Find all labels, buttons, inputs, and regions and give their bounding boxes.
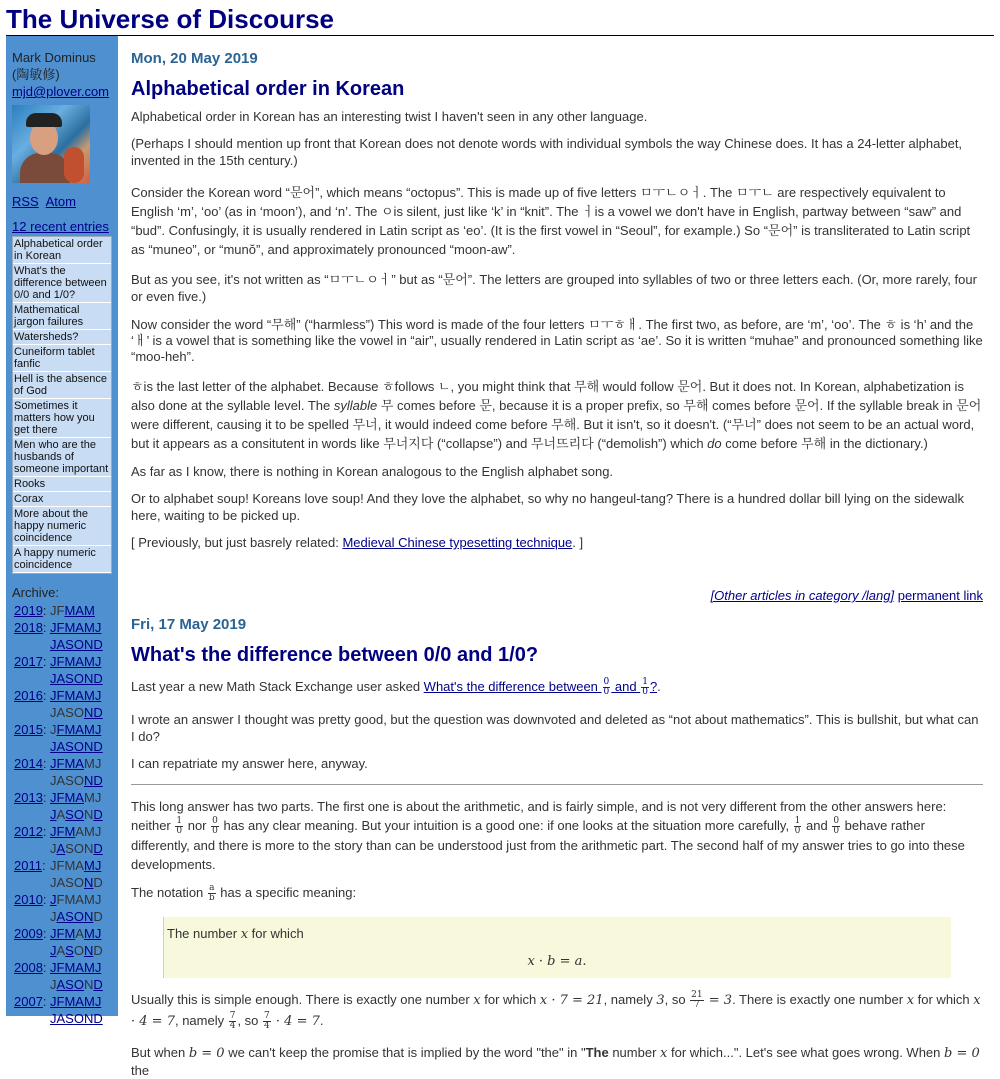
archive-heading: Archive:	[12, 585, 59, 600]
archive-year-link[interactable]: 2016	[14, 688, 43, 703]
recent-entry-link[interactable]: A happy numeric coincidence	[13, 546, 111, 573]
archive-month-label: A	[75, 824, 84, 839]
archive-month-label: A	[56, 705, 66, 720]
archive-month-link[interactable]: A	[56, 671, 66, 686]
archive-month-link[interactable]: J	[94, 654, 102, 669]
archive-month-link[interactable]: M	[83, 654, 95, 669]
recent-entry-link[interactable]: Hell is the absence of God	[13, 372, 111, 399]
paragraph: This long answer has two parts. The first one is about the arithmetic, and is fairly simple, and is not very different from the other answers here: neither $\frac{1}{0}$ nor $\frac{0}{0}$ has any clear meaning. But your intuition is a good one: if one looks at the situation more carefully, $\frac{1}{0}$ and $\frac{0}{0}$ behave rather differently, and there is more to the story than can be understood just from the arithmetic part. The second half of my answer tries to go into these developments.	[131, 799, 965, 873]
definition-box: The number x for which x · b = a.	[163, 917, 951, 978]
archive-month-link[interactable]: D	[93, 773, 103, 788]
archive-row: 2010: JFMAMJ	[14, 892, 102, 907]
archive-row: 2012: JFMAMJ	[14, 824, 102, 839]
archive-month-link[interactable]: N	[83, 671, 94, 686]
recent-entry-link[interactable]: What's the difference between 0/0 and 1/0?	[13, 264, 111, 303]
recent-entry-link[interactable]: Sometimes it matters how you get there	[13, 399, 111, 438]
archive-month-link[interactable]: J	[94, 926, 102, 941]
archive-month-label: A	[56, 875, 66, 890]
archive-month-link[interactable]: A	[56, 841, 66, 856]
archive-month-label: M	[83, 756, 95, 771]
archive-month-link[interactable]: J	[94, 994, 102, 1009]
archive-month-link[interactable]: J	[50, 926, 57, 941]
post-title: Alphabetical order in Korean	[131, 78, 405, 100]
archive-month-label: O	[73, 875, 84, 890]
archive-month-link[interactable]: A	[56, 909, 66, 924]
archive-row	[12, 738, 112, 755]
archive-month-label: A	[75, 858, 84, 873]
archive-month-label: D	[93, 909, 103, 924]
recent-entry-link[interactable]: Men who are the husbands of someone important	[13, 438, 111, 477]
archive-month-link[interactable]: A	[75, 790, 84, 805]
archive-month-link[interactable]: S	[65, 739, 74, 754]
archive-year-link[interactable]: 2009	[14, 926, 43, 941]
archive-month-link[interactable]: F	[56, 926, 65, 941]
archive-month-link[interactable]: M	[64, 756, 76, 771]
archive-month-link[interactable]: F	[56, 994, 65, 1009]
author-email-link[interactable]: mjd@plover.com	[12, 84, 110, 99]
archive-month-link[interactable]: S	[65, 1011, 74, 1026]
archive-year-link[interactable]: 2007	[14, 994, 43, 1009]
archive-row	[12, 840, 112, 857]
archive-month-link[interactable]: A	[75, 994, 84, 1009]
archive-row: 2018: JFMAMJ	[14, 620, 102, 635]
archive-month-label: M	[64, 892, 76, 907]
archive-month-link[interactable]: N	[83, 739, 94, 754]
archive-month-label: N	[83, 807, 94, 822]
site-title[interactable]: The Universe of Discourse	[6, 4, 334, 34]
post-date: Mon, 20 May 2019	[131, 50, 258, 67]
author-cjk-name: (陶敏修)	[12, 67, 60, 82]
archive-month-link[interactable]: J	[50, 654, 57, 669]
archive-month-link[interactable]: A	[56, 1011, 66, 1026]
post-title: What's the difference between 0/0 and 1/0?	[131, 644, 539, 666]
archive-row	[12, 670, 112, 687]
archive-month-link[interactable]: S	[65, 977, 74, 992]
recent-entry-link[interactable]: Mathematical jargon failures	[13, 303, 111, 330]
archive-year-link[interactable]: 2013	[14, 790, 43, 805]
archive-month-link[interactable]: M	[83, 926, 95, 941]
post-date: Fri, 17 May 2019	[131, 616, 247, 633]
archive-month-label: J	[50, 705, 57, 720]
author-photo	[12, 105, 90, 183]
archive-month-link[interactable]: N	[83, 909, 94, 924]
archive-month-link[interactable]: M	[83, 688, 95, 703]
archive-month-link[interactable]: A	[75, 722, 84, 737]
archive-month-link[interactable]: M	[64, 994, 76, 1009]
archive-month-label: N	[83, 841, 94, 856]
archive-month-link[interactable]: D	[93, 705, 103, 720]
archive-month-link[interactable]: D	[93, 841, 103, 856]
atom-link[interactable]: Atom	[45, 194, 76, 209]
archive-month-label: D	[93, 875, 103, 890]
archive-month-link[interactable]: J	[50, 994, 57, 1009]
paragraph: But as you see, it's not written as “ㅁㅜㄴㅇㅓ” but as “문어”. The letters are grouped into syllables of two or three letters each. (Or, more rarely, four or even five.)	[131, 272, 977, 304]
archive-month-link[interactable]: J	[50, 688, 57, 703]
archive-year-link[interactable]: 2017	[14, 654, 43, 669]
archive-month-link[interactable]: D	[93, 671, 103, 686]
archive-month-label: S	[65, 705, 74, 720]
paragraph: Consider the Korean word “문어”, which means “octopus”. This is made up of five letters ㅁㅜㄴㅇㅓ. The ㅁㅜㄴ are respectively equivalent to English ‘m’, ‘oo’ (as in ‘moon’), and ‘n’. The ㅇis silent, just like ‘k’ in “knit”. The ㅓis a vowel we don't have in English, partway between “saw” and “bud”. Confusingly, it is usually rendered in Latin script as ‘eo’. (It is the first vowel in “Seoul”, for example.) So “문어” is transliterated to Latin script as “muneo”, or “munŏ”, and approximately pronounced “moon-aw”.	[131, 185, 971, 257]
archive-month-link[interactable]: N	[83, 773, 94, 788]
archive-month-link[interactable]: F	[56, 722, 65, 737]
archive-month-link[interactable]: S	[65, 637, 74, 652]
recent-entry-link[interactable]: Watersheds?	[13, 330, 111, 345]
archive-month-label: S	[65, 773, 74, 788]
archive-row	[12, 636, 112, 653]
archive-year-link[interactable]: 2019	[14, 603, 43, 618]
archive-row	[12, 942, 112, 959]
main-content	[131, 36, 983, 1079]
archive-row: 2019: JFMAM	[14, 603, 95, 618]
archive-month-link[interactable]: F	[56, 756, 65, 771]
archive-month-label: J	[94, 824, 102, 839]
archive-month-link[interactable]: D	[93, 739, 103, 754]
archive-row: 2009: JFMAMJ	[14, 926, 102, 941]
archive-month-link[interactable]: N	[83, 875, 94, 890]
paragraph: Alphabetical order in Korean has an interesting twist I haven't seen in any other language.	[131, 109, 648, 124]
archive-month-link[interactable]: A	[56, 637, 66, 652]
archive-month-label: O	[73, 773, 84, 788]
archive-month-label: O	[73, 841, 84, 856]
paragraph: (Perhaps I should mention up front that Korean does not denote words with individual symbols the way Chinese does. It has a 24-letter alphabet, invented in the 15th century.)	[131, 136, 963, 168]
archive-month-label: A	[75, 892, 84, 907]
archive-month-link[interactable]: O	[73, 807, 84, 822]
archive-month-link[interactable]: N	[83, 1011, 94, 1026]
archive-month-link[interactable]: M	[64, 790, 76, 805]
archive-row: 2015: JFMAMJ	[14, 722, 102, 737]
author-info	[12, 49, 112, 100]
archive-month-label: J	[50, 858, 57, 873]
archive-month-link[interactable]: M	[64, 960, 76, 975]
archive-month-label: J	[50, 773, 57, 788]
archive-month-link[interactable]: M	[64, 926, 76, 941]
archive-row	[12, 874, 112, 891]
archive-month-link[interactable]: J	[50, 960, 57, 975]
archive-row: 2016: JFMAMJ	[14, 688, 102, 703]
archive-month-label: J	[94, 790, 102, 805]
archive-row: 2017: JFMAMJ	[14, 654, 102, 669]
archive-month-link[interactable]: O	[73, 1011, 84, 1026]
archive-month-link[interactable]: O	[73, 977, 84, 992]
archive-month-label: F	[56, 858, 65, 873]
archive-year-link[interactable]: 2012	[14, 824, 43, 839]
archive-month-label: F	[56, 892, 65, 907]
related-post-link[interactable]: Medieval Chinese typesetting technique	[342, 535, 573, 550]
archive-month-link[interactable]: J	[50, 892, 57, 907]
archive-year-link[interactable]: 2018	[14, 620, 43, 635]
archive-month-link[interactable]: S	[65, 807, 74, 822]
paragraph: Or to alphabet soup! Koreans love soup! And they love the alphabet, so why no hangeul-tang? There is a hundred dollar bill lying on the sidewalk here, waiting to be picked up.	[131, 491, 965, 523]
paragraph: I wrote an answer I thought was pretty good, but the question was downvoted and deleted as “not about mathematics”. This is bullshit, but what can I do?	[131, 712, 979, 745]
archive-month-link[interactable]: O	[73, 909, 84, 924]
archive-month-label: S	[65, 841, 74, 856]
archive-row: 2011: JFMAMJ	[14, 858, 102, 873]
feed-links	[12, 194, 112, 209]
archive-month-label: M	[83, 824, 95, 839]
archive-month-link[interactable]: M	[64, 654, 76, 669]
archive-month-link[interactable]: N	[83, 637, 94, 652]
archive-month-label: O	[73, 943, 84, 958]
archive-month-link[interactable]: F	[56, 688, 65, 703]
archive-row	[12, 1010, 112, 1027]
paragraph: Now consider the word “무해” (“harmless”) This word is made of the four letters ㅁㅜㅎㅐ. The first two, as before, are ‘m’, ‘oo’. The ㅎ is ‘h’ and the ‘ㅐ’ is a vowel that is something like the vowel in “air”, usually rendered in Latin script as ‘ae’. So it is written “muhae” and pronounced something like “moo-heh”.	[131, 317, 983, 364]
archive-month-label: M	[83, 790, 95, 805]
archive-year-link[interactable]: 2008	[14, 960, 43, 975]
archive-month-label: M	[64, 858, 76, 873]
archive-month-label: J	[94, 756, 102, 771]
archive-month-link[interactable]: O	[73, 671, 84, 686]
archive-month-link[interactable]: J	[50, 1011, 57, 1026]
recent-entry-link[interactable]: More about the happy numeric coincidence	[13, 507, 111, 546]
archive-month-link[interactable]: A	[75, 603, 84, 618]
paragraph: [ Previously, but just basrely related: Medieval Chinese typesetting technique. ]	[131, 535, 584, 550]
archive-month-link[interactable]: O	[73, 739, 84, 754]
archive-month-link[interactable]: J	[50, 807, 57, 822]
archive-month-link[interactable]: J	[94, 620, 102, 635]
archive-month-label: J	[50, 977, 57, 992]
archive-month-link[interactable]: F	[56, 960, 65, 975]
archive-month-link[interactable]: A	[75, 756, 84, 771]
archive-month-link[interactable]: F	[56, 654, 65, 669]
archive-year-link[interactable]: 2015	[14, 722, 43, 737]
archive-month-label: J	[50, 841, 57, 856]
archive-year-link[interactable]: 2011	[14, 858, 42, 873]
archive-month-link[interactable]: M	[64, 603, 76, 618]
archive-row	[12, 772, 112, 789]
archive-month-link[interactable]: F	[56, 824, 65, 839]
archive-month-label: J	[50, 909, 57, 924]
archive-month-label: S	[65, 875, 74, 890]
question-link[interactable]: What's the difference between $\frac{0}{0}$ and $\frac{1}{0}$ ?	[423, 677, 658, 698]
archive-month-label: F	[56, 603, 65, 618]
archive-month-link[interactable]: J	[50, 790, 57, 805]
archive-row	[12, 908, 112, 925]
archive-month-label: A	[56, 773, 66, 788]
archive-month-link[interactable]: D	[93, 807, 103, 822]
archive-month-link[interactable]: M	[64, 688, 76, 703]
archive-month-link[interactable]: A	[75, 654, 84, 669]
archive-month-link[interactable]: M	[64, 620, 76, 635]
archive-month-link[interactable]: S	[65, 671, 74, 686]
archive-month-link[interactable]: J	[94, 960, 102, 975]
archive-month-label: A	[56, 807, 66, 822]
recent-entry-link[interactable]: Cuneiform tablet fanfic	[13, 345, 111, 372]
archive-month-link[interactable]: J	[50, 671, 57, 686]
sidebar	[6, 36, 118, 1026]
archive-month-link[interactable]: D	[93, 977, 103, 992]
archive-month-link[interactable]: F	[56, 790, 65, 805]
archive-month-link[interactable]: S	[65, 943, 74, 958]
archive-month-link[interactable]: M	[83, 994, 95, 1009]
archive-row: 2007: JFMAMJ	[14, 994, 102, 1009]
archive-year-link[interactable]: 2014	[14, 756, 43, 771]
archive-month-link[interactable]: J	[50, 637, 57, 652]
archive-year-link[interactable]: 2010	[14, 892, 43, 907]
archive-month-link[interactable]: J	[50, 739, 57, 754]
archive-month-link[interactable]: M	[83, 722, 95, 737]
archive-month-link[interactable]: M	[83, 603, 95, 618]
archive-row: 2008: JFMAMJ	[14, 960, 102, 975]
archive-row	[12, 806, 112, 823]
permalink-bar	[131, 587, 983, 604]
archive-month-label: J	[50, 722, 57, 737]
equation: x · b = a.	[527, 954, 587, 970]
archive-month-link[interactable]: M	[64, 722, 76, 737]
archive-month-label: A	[56, 943, 66, 958]
archive-row	[12, 976, 112, 993]
archive-month-link[interactable]: N	[83, 705, 94, 720]
paragraph: I can repatriate my answer here, anyway.	[131, 756, 368, 772]
archive-month-link[interactable]: O	[73, 637, 84, 652]
rss-link[interactable]: RSS	[12, 194, 39, 209]
archive-month-label: D	[93, 943, 103, 958]
paragraph: ㅎis the last letter of the alphabet. Because ㅎfollows ㄴ, you might think that 무해 would follow 문어. But it does not. In Korean, alphabetization is also done at the syllable level. The syllable 무 comes before 문, because it is a proper prefix, so 무해 comes before 문어. If the syllable break in 문어 were different, causing it to be spelled 무너, it would indeed come before 무해. But it isn't, so it doesn't. (“무너” does not seem to be an actual word, but it appears as a consitutent in words like 무너지다 (“collapse”) and 무너뜨리다 (“demolish”) which do come before 무해 in the dictionary.)	[131, 379, 982, 451]
permanent-link[interactable]: permanent link	[897, 588, 983, 603]
archive-list	[12, 602, 112, 1027]
archive-row: 2013: JFMAMJ	[14, 790, 102, 805]
archive-month-label: M	[83, 892, 95, 907]
author-name: Mark Dominus	[12, 50, 96, 65]
archive-row: 2014: JFMAMJ	[14, 756, 102, 771]
archive-month-link[interactable]: F	[56, 620, 65, 635]
archive-month-label: J	[50, 875, 57, 890]
archive-month-link[interactable]: M	[83, 858, 95, 873]
archive-month-link[interactable]: J	[50, 620, 57, 635]
archive-month-label: J	[50, 603, 57, 618]
archive-month-link[interactable]: D	[93, 637, 103, 652]
archive-month-link[interactable]: A	[56, 739, 66, 754]
recent-entry-link[interactable]: Alphabetical order in Korean	[13, 237, 111, 264]
recent-entry-link[interactable]: Corax	[13, 492, 111, 507]
archive-row	[12, 704, 112, 721]
paragraph: Last year a new Math Stack Exchange user asked What's the difference between $\frac{0}{0}$ and $\frac{1}{0}$ ?.	[131, 677, 661, 698]
archive-month-link[interactable]: N	[83, 943, 94, 958]
archive-month-label: O	[73, 705, 84, 720]
section-divider	[131, 784, 983, 785]
archive-month-link[interactable]: M	[83, 620, 95, 635]
recent-entries-list	[12, 236, 112, 574]
archive-month-label: N	[83, 977, 94, 992]
archive-month-link[interactable]: J	[50, 943, 57, 958]
paragraph: But when b = 0 we can't keep the promise that is implied by the word "the" in "The number x for which...". Let's see what goes wrong. When b = 0 the	[131, 1045, 980, 1079]
archive-month-link[interactable]: A	[75, 620, 84, 635]
archive-month-link[interactable]: M	[83, 960, 95, 975]
paragraph: As far as I know, there is nothing in Korean analogous to the English alphabet song.	[131, 464, 614, 479]
category-link[interactable]: [Other articles in category /lang]	[710, 588, 895, 603]
archive-month-link[interactable]: S	[65, 909, 74, 924]
archive-month-link[interactable]: M	[64, 824, 76, 839]
archive-month-link[interactable]: J	[94, 688, 102, 703]
archive-month-link[interactable]: J	[50, 756, 57, 771]
archive-month-link[interactable]: J	[94, 722, 102, 737]
archive-month-link[interactable]: A	[75, 960, 84, 975]
paragraph: Usually this is simple enough. There is exactly one number x for which x · 7 = 21, namely 3, so $\frac{21}{7}$ = 3. There is exactly one number x for which x · 4 = 7, namely $\frac{7}{4}$ , so $\frac{7}{4}$ · 4 = 7.	[131, 990, 981, 1032]
archive-month-link[interactable]: A	[75, 688, 84, 703]
recent-entry-link[interactable]: Rooks	[13, 477, 111, 492]
archive-month-link[interactable]: A	[56, 977, 66, 992]
recent-entries-link[interactable]: 12 recent entries	[12, 219, 109, 234]
archive-month-label: A	[75, 926, 84, 941]
paragraph: The notation $\frac{a}{b}$ has a specific meaning:	[131, 883, 357, 904]
archive-month-label: J	[94, 892, 102, 907]
archive-month-link[interactable]: J	[50, 824, 57, 839]
archive-month-link[interactable]: D	[93, 1011, 103, 1026]
archive-month-link[interactable]: J	[94, 858, 102, 873]
